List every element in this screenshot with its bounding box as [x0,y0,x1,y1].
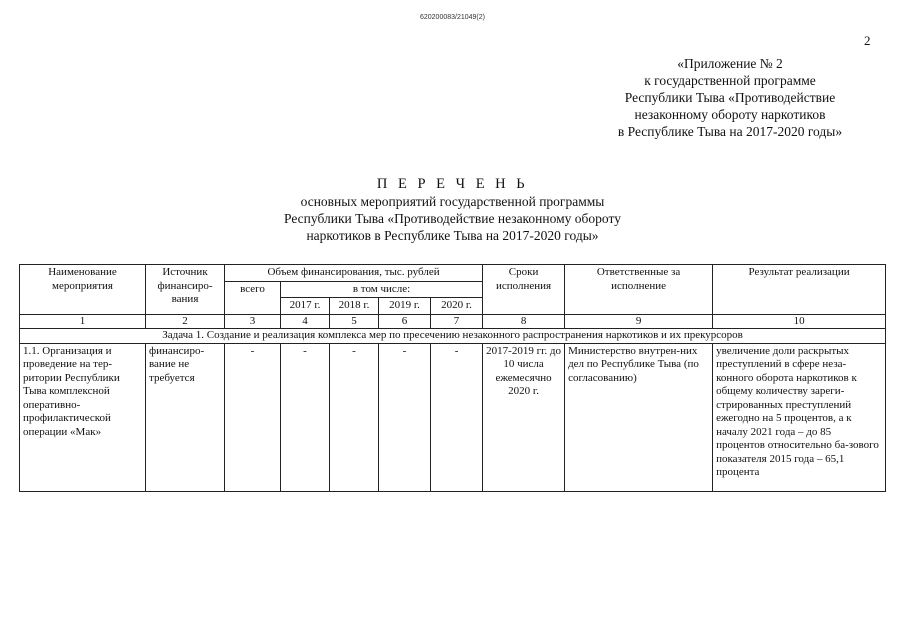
annex-line: незаконному обороту наркотиков [634,107,826,122]
column-number: 8 [483,314,565,329]
column-number: 5 [330,314,379,329]
header-funding: Объем финансирования, тыс. рублей [225,265,483,282]
column-number-row [20,314,886,329]
title-line: основных мероприятий государственной программы [300,194,605,209]
title-line: наркотиков в Республике Тыва на 2017-2020 годы» [306,228,599,243]
column-number: 1 [20,314,146,329]
column-number: 6 [379,314,431,329]
title-heading: П Е Р Е Ч Е Н Ь [376,176,529,192]
column-number: 10 [713,314,886,329]
header-year-2019: 2019 г. [379,298,431,315]
cell-2019: - [379,343,431,491]
header-name: Наименование мероприятия [20,265,146,315]
document-id: 620200083/21049(2) [419,14,485,21]
column-number: 9 [565,314,713,329]
annex-line: Республики Тыва «Противодействие [624,90,836,105]
task-label: Задача 1. Создание и реализация комплекса мер по пресечению незаконного распространения наркотиков и их прекурсоров [20,329,886,344]
cell-name: 1.1. Организация и проведение на тер-ритории Республики Тыва комплексной оперативно-профилактической операции «Мак» [20,343,146,491]
table-row [20,343,886,491]
cell-2020: - [431,343,483,491]
header-result: Результат реализации [713,265,886,315]
cell-responsible: Министерство внутрен-них дел по Республике Тыва (по согласованию) [565,343,713,491]
column-number: 7 [431,314,483,329]
page-number: 2 [864,33,871,48]
column-number: 3 [225,314,281,329]
column-number: 4 [281,314,330,329]
header-source: Источник финансиро-вания [146,265,225,315]
header-responsible: Ответственные за исполнение [565,265,713,315]
cell-source: финансиро-вание не требуется [146,343,225,491]
header-year-2017: 2017 г. [281,298,330,315]
header-year-2018: 2018 г. [330,298,379,315]
cell-2018: - [330,343,379,491]
cell-total: - [225,343,281,491]
cell-terms: 2017-2019 гг. до 10 числа ежемесячно 2020 г. [483,343,565,491]
cell-2017: - [281,343,330,491]
header-including: в том числе: [281,281,483,298]
task-row [20,329,886,344]
header-total: всего [225,281,281,314]
annex-note [585,55,875,140]
annex-line: в Республике Тыва на 2017-2020 годы» [617,124,843,139]
column-number: 2 [146,314,225,329]
activities-table [19,264,886,492]
title-line: Республики Тыва «Противодействие незаконному обороту [284,211,621,226]
document-title [150,176,755,244]
header-year-2020: 2020 г. [431,298,483,315]
annex-line: «Приложение № 2 [677,56,783,71]
annex-line: к государственной программе [644,73,816,88]
cell-result: увеличение доли раскрытых преступлений в сфере неза-конного оборота наркотиков к общему количеству зареги-стрированных преступлений ежегодно на 5 процентов, а к началу 2021 года – до 85 процентов относительно ба-зового показателя 2015 года – 65,1 процента [713,343,886,491]
header-terms: Сроки исполнения [483,265,565,315]
